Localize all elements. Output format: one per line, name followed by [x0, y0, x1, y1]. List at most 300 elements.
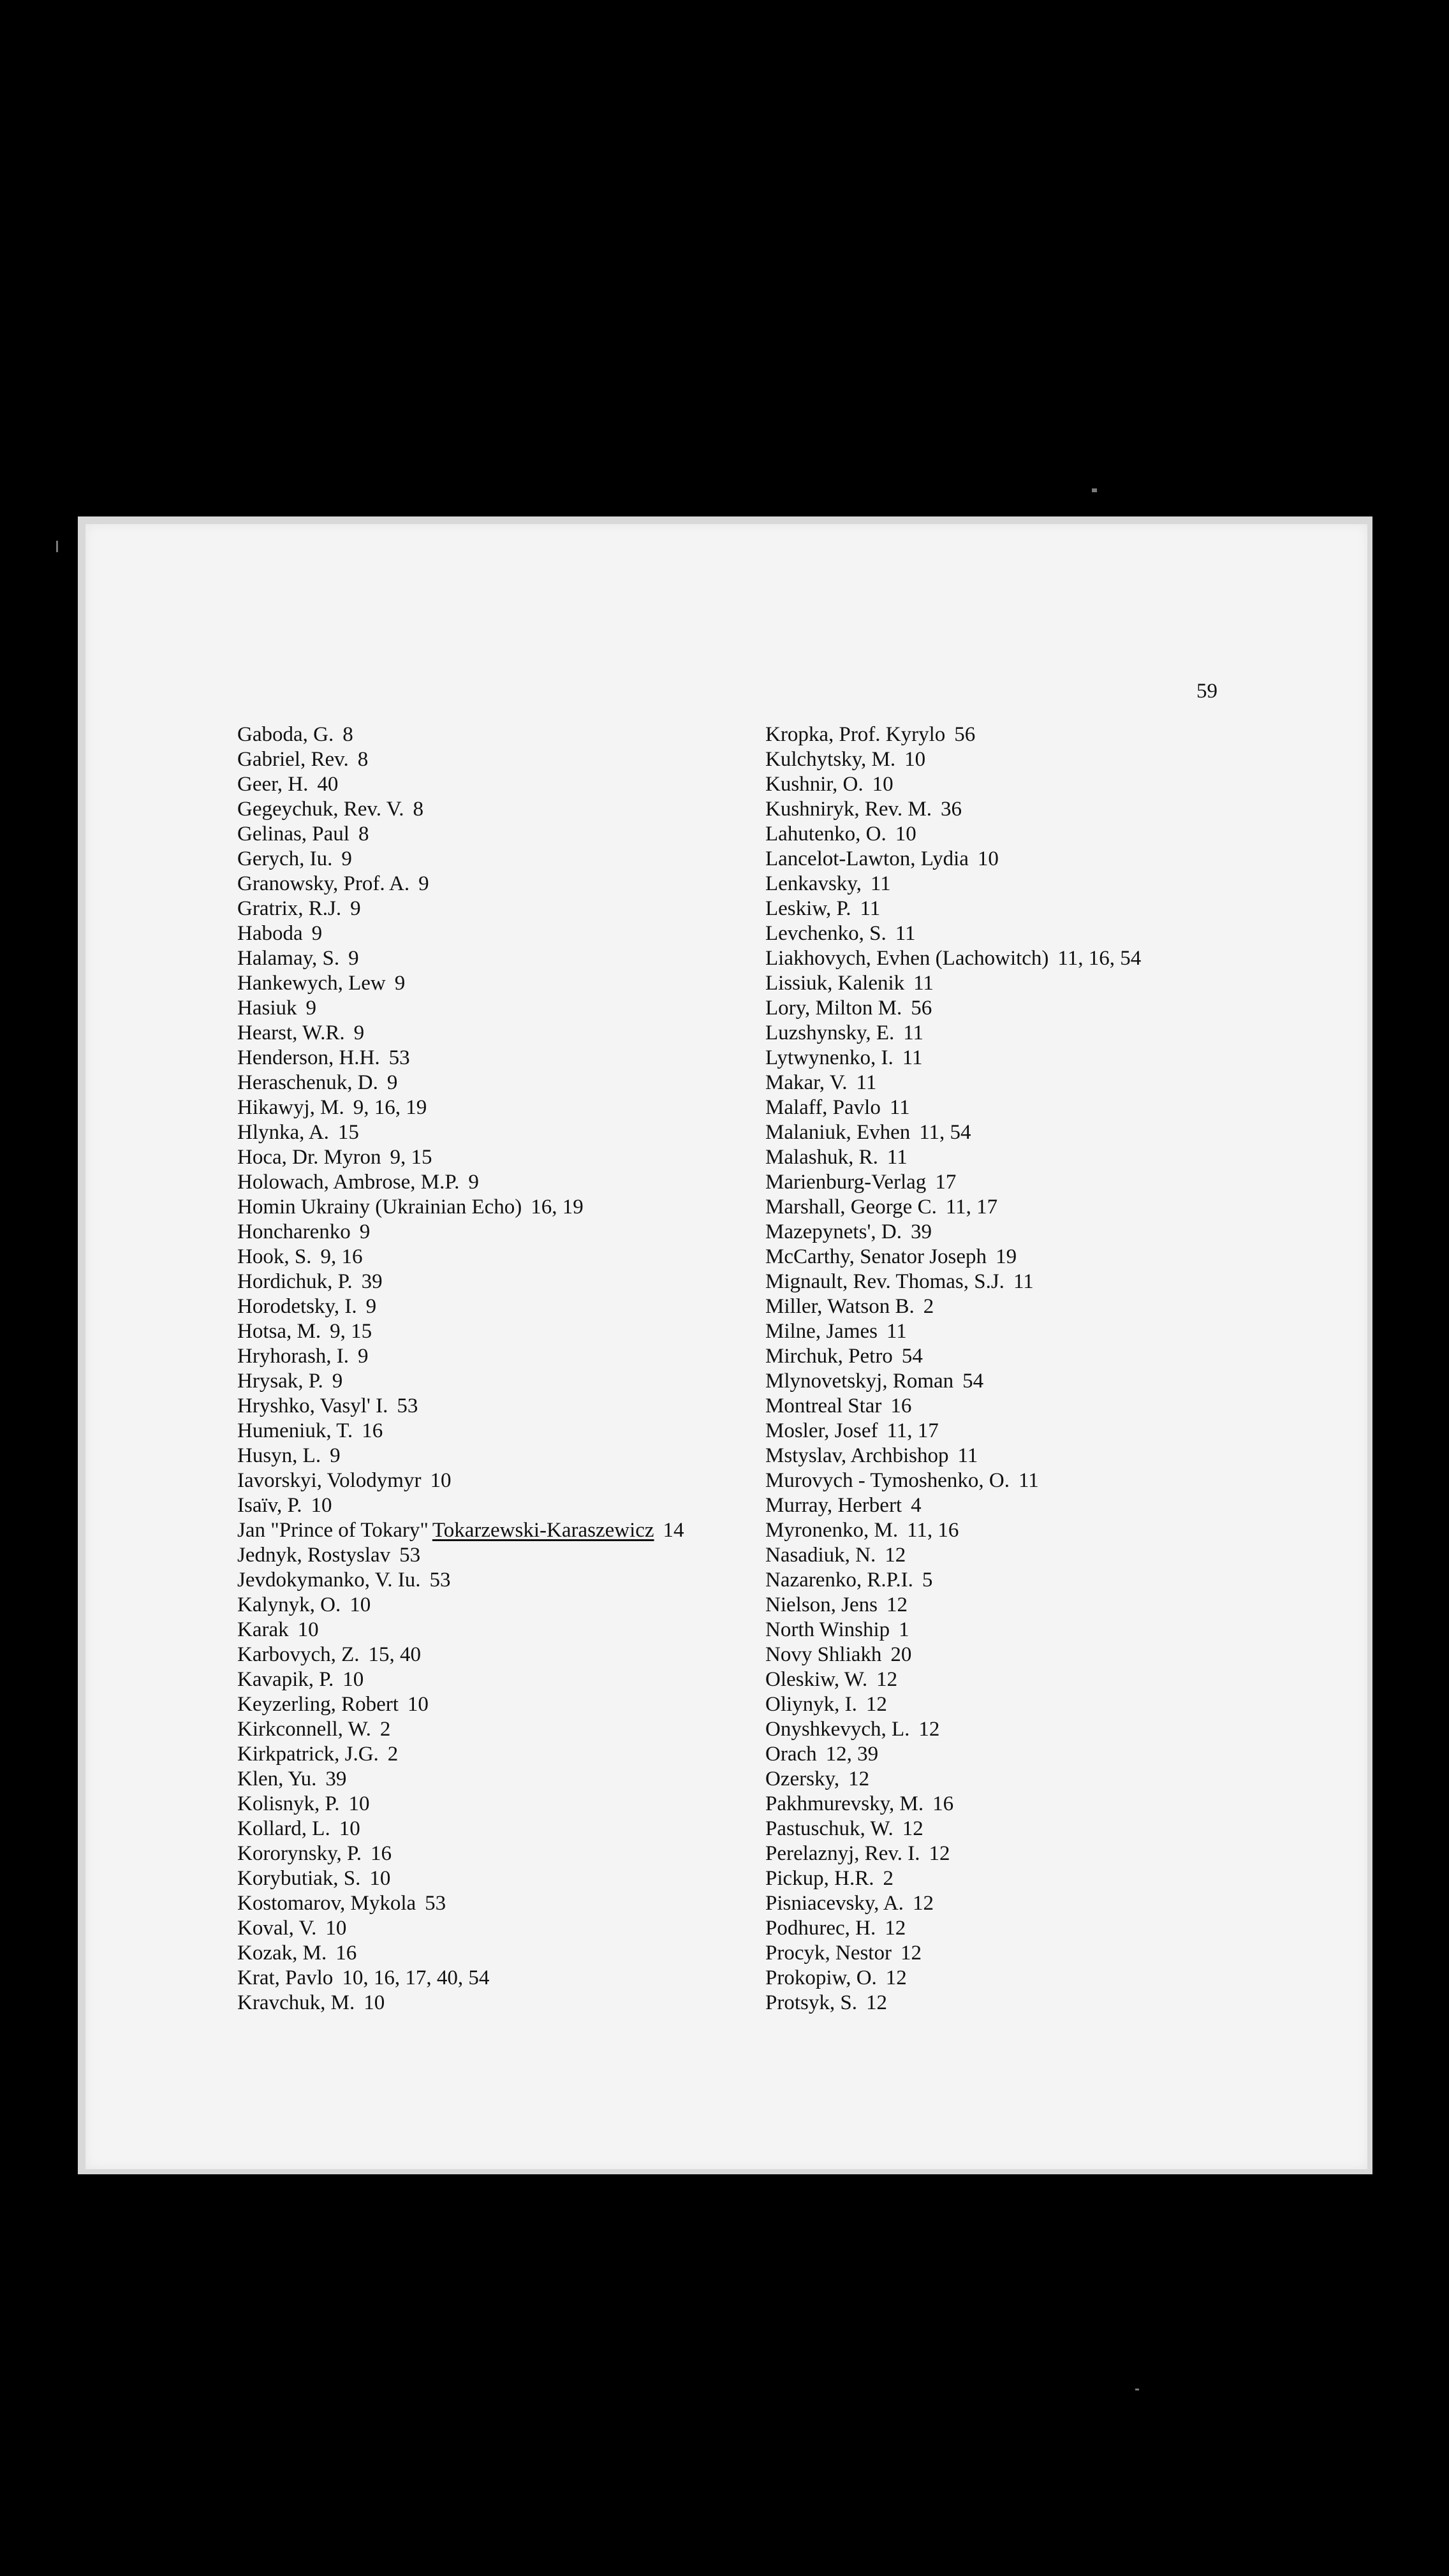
index-entry: [765, 1120, 1339, 1145]
index-entry: [237, 1021, 709, 1046]
entry-name: Gegeychuk, Rev. V.: [237, 798, 404, 821]
entry-name: Onyshkevych, L.: [765, 1718, 910, 1741]
entry-page-numbers: 10: [325, 1917, 347, 1940]
entry-page-numbers: 9: [468, 1171, 479, 1194]
entry-name: Kostomarov, Mykola: [237, 1892, 416, 1915]
entry-name: Hryhorash, I.: [237, 1345, 349, 1368]
entry-page-numbers: 9: [353, 1021, 365, 1044]
index-entry: [765, 1941, 1339, 1966]
entry-page-numbers: 9: [341, 847, 352, 870]
entry-name: Kirkconnell, W.: [237, 1718, 371, 1741]
index-entry: [237, 1444, 709, 1468]
entry-name: Honcharenko: [237, 1220, 351, 1243]
index-entry: [765, 847, 1339, 872]
index-entry: [765, 1021, 1339, 1046]
entry-name: Marshall, George C.: [765, 1196, 937, 1218]
entry-page-numbers: 12, 39: [825, 1743, 879, 1766]
entry-page-numbers: 53: [399, 1544, 421, 1567]
entry-name: Husyn, L.: [237, 1444, 321, 1467]
entry-page-numbers: 12: [886, 1593, 908, 1616]
entry-page-numbers: 9: [330, 1444, 341, 1467]
index-entry: [765, 1643, 1339, 1667]
entry-page-numbers: 10: [342, 1668, 364, 1691]
entry-page-numbers: 8: [358, 823, 369, 845]
entry-name-underlined: Tokarzewski-Karaszewicz: [432, 1519, 654, 1542]
entry-name: Marienburg-Verlag: [765, 1171, 927, 1194]
entry-page-numbers: 4: [911, 1494, 922, 1517]
entry-name: Murray, Herbert: [765, 1494, 902, 1517]
index-entry: [765, 1095, 1339, 1120]
entry-name: Krat, Pavlo: [237, 1966, 334, 1989]
entry-page-numbers: 10: [349, 1593, 371, 1616]
entry-page-numbers: 53: [388, 1046, 410, 1069]
index-entry: [237, 1195, 709, 1220]
entry-name: Lissiuk, Kalenik: [765, 972, 905, 995]
entry-page-numbers: 12: [848, 1767, 870, 1790]
entry-page-numbers: 12: [885, 1544, 906, 1567]
index-column-left: [237, 722, 709, 2016]
index-entry: [765, 921, 1339, 946]
entry-name: Haboda: [237, 922, 303, 945]
index-entry: [765, 1593, 1339, 1618]
index-entry: [765, 1170, 1339, 1195]
entry-page-numbers: 10: [895, 823, 916, 845]
entry-name: Gratrix, R.J.: [237, 897, 342, 920]
entry-page-numbers: 54: [901, 1345, 923, 1368]
entry-name: Makar, V.: [765, 1071, 848, 1094]
entry-page-numbers: 16: [362, 1419, 383, 1442]
entry-page-numbers: 19: [996, 1245, 1017, 1268]
entry-page-numbers: 9, 16, 19: [353, 1096, 427, 1119]
index-entry: [765, 1319, 1339, 1344]
entry-name: Prokopiw, O.: [765, 1966, 877, 1989]
index-entry: [765, 996, 1339, 1021]
entry-page-numbers: 11, 16: [907, 1519, 959, 1542]
entry-page-numbers: 10: [977, 847, 999, 870]
index-entry: [237, 1394, 709, 1419]
index-entry: [765, 1991, 1339, 2016]
entry-page-numbers: 12: [885, 1966, 907, 1989]
entry-page-numbers: 11: [886, 1146, 908, 1169]
entry-name: Koval, V.: [237, 1917, 317, 1940]
entry-name: Levchenko, S.: [765, 922, 886, 945]
entry-name: Milne, James: [765, 1320, 878, 1343]
index-entry: [237, 847, 709, 872]
index-entry: [765, 1742, 1339, 1767]
entry-name: Kirkpatrick, J.G.: [237, 1743, 379, 1766]
index-entry: [765, 1145, 1339, 1170]
entry-page-numbers: 9, 16: [320, 1245, 363, 1268]
entry-page-numbers: 2: [379, 1718, 391, 1741]
entry-page-numbers: 39: [910, 1220, 932, 1243]
page-number: 59: [1196, 680, 1217, 703]
entry-name: Gelinas, Paul: [237, 823, 349, 845]
index-entry: [765, 1245, 1339, 1270]
index-entry: [237, 1866, 709, 1891]
entry-page-numbers: 12: [918, 1718, 940, 1741]
entry-name: Hrysak, P.: [237, 1370, 323, 1393]
index-entry: [237, 1071, 709, 1095]
entry-page-numbers: 8: [357, 748, 369, 771]
entry-page-numbers: 15, 40: [368, 1643, 422, 1666]
index-entry: [765, 1444, 1339, 1468]
index-entry: [765, 1618, 1339, 1643]
dust-speck: [1092, 488, 1097, 492]
entry-page-numbers: 11, 16, 54: [1057, 947, 1142, 970]
index-entry: [237, 1543, 709, 1568]
index-entry: [237, 1270, 709, 1294]
entry-name: Kalynyk, O.: [237, 1593, 341, 1616]
index-entry: [237, 772, 709, 797]
entry-name: Hlynka, A.: [237, 1121, 329, 1144]
entry-name: Kravchuk, M.: [237, 1991, 355, 2014]
entry-page-numbers: 10: [872, 773, 894, 796]
index-entry: [237, 822, 709, 847]
entry-name: Iavorskyi, Volodymyr: [237, 1469, 422, 1492]
entry-name: Podhurec, H.: [765, 1917, 876, 1940]
entry-name: Hook, S.: [237, 1245, 312, 1268]
entry-name: Mlynovetskyj, Roman: [765, 1370, 954, 1393]
entry-page-numbers: 9: [418, 872, 429, 895]
entry-name: Kropka, Prof. Kyrylo: [765, 723, 946, 746]
index-entry: [237, 996, 709, 1021]
entry-name: Kushniryk, Rev. M.: [765, 798, 932, 821]
entry-name: Lahutenko, O.: [765, 823, 886, 845]
index-entry: [237, 1767, 709, 1792]
entry-page-numbers: 9: [311, 922, 323, 945]
entry-page-numbers: 20: [890, 1643, 912, 1666]
entry-name: Gaboda, G.: [237, 723, 334, 746]
entry-name: Pisniacevsky, A.: [765, 1892, 904, 1915]
index-entry: [765, 1866, 1339, 1891]
index-entry: [765, 797, 1339, 822]
entry-name: Halamay, S.: [237, 947, 340, 970]
index-entry: [765, 1046, 1339, 1071]
dust-speck: [56, 541, 58, 552]
index-entry: [765, 946, 1339, 971]
index-entry: [765, 872, 1339, 896]
entry-name: McCarthy, Senator Joseph: [765, 1245, 987, 1268]
entry-name: Mosler, Josef: [765, 1419, 878, 1442]
entry-page-numbers: 10: [369, 1867, 391, 1890]
index-entry: [237, 1518, 709, 1543]
index-entry: [765, 772, 1339, 797]
entry-page-numbers: 10: [339, 1817, 360, 1840]
index-entry: [237, 1220, 709, 1245]
entry-name: Malaff, Pavlo: [765, 1096, 881, 1119]
entry-page-numbers: 10, 16, 17, 40, 54: [342, 1966, 490, 1989]
entry-page-numbers: 53: [397, 1394, 418, 1417]
entry-name: Malaniuk, Evhen: [765, 1121, 911, 1144]
entry-name: Murovych - Tymoshenko, O.: [765, 1469, 1010, 1492]
entry-page-numbers: 2: [387, 1743, 399, 1766]
entry-page-numbers: 14: [663, 1519, 684, 1542]
entry-name: Humeniuk, T.: [237, 1419, 353, 1442]
index-entry: [765, 1419, 1339, 1444]
entry-name: Kavapik, P.: [237, 1668, 334, 1691]
entry-page-numbers: 17: [935, 1171, 957, 1194]
entry-page-numbers: 56: [911, 997, 932, 1020]
entry-name: Myronenko, M.: [765, 1519, 899, 1542]
dust-speck: [1135, 2389, 1139, 2390]
entry-name: Liakhovych, Evhen (Lachowitch): [765, 947, 1049, 970]
index-entry: [237, 921, 709, 946]
index-entry: [237, 1667, 709, 1692]
entry-name: Hasiuk: [237, 997, 297, 1020]
entry-name: Perelaznyj, Rev. I.: [765, 1842, 920, 1865]
index-entry: [765, 1767, 1339, 1792]
entry-name: Horodetsky, I.: [237, 1295, 357, 1318]
entry-page-numbers: 2: [923, 1295, 934, 1318]
entry-page-numbers: 9: [394, 972, 406, 995]
entry-page-numbers: 5: [922, 1569, 933, 1592]
index-entry: [765, 1568, 1339, 1593]
entry-page-numbers: 12: [912, 1892, 934, 1915]
index-entry: [237, 1792, 709, 1817]
index-entry: [237, 1046, 709, 1071]
entry-page-numbers: 9: [350, 897, 361, 920]
index-entry: [237, 1319, 709, 1344]
index-entry: [237, 1419, 709, 1444]
index-entry: [765, 971, 1339, 996]
entry-page-numbers: 9: [359, 1220, 371, 1243]
entry-page-numbers: 12: [929, 1842, 950, 1865]
entry-name: Jednyk, Rostyslav: [237, 1544, 391, 1567]
index-entry: [765, 1468, 1339, 1493]
entry-name: Malashuk, R.: [765, 1146, 878, 1169]
entry-name: Pickup, H.R.: [765, 1867, 874, 1890]
entry-name: Geer, H.: [237, 773, 309, 796]
index-entry: [237, 1618, 709, 1643]
entry-name: Nielson, Jens: [765, 1593, 878, 1616]
entry-name: Hordichuk, P.: [237, 1270, 353, 1293]
index-entry: [237, 1344, 709, 1369]
index-entry: [237, 1991, 709, 2016]
entry-page-numbers: 10: [311, 1494, 332, 1517]
entry-page-numbers: 39: [361, 1270, 383, 1293]
index-entry: [765, 1966, 1339, 1991]
index-entry: [765, 1369, 1339, 1394]
index-entry: [765, 1841, 1339, 1866]
index-entry: [237, 1593, 709, 1618]
entry-name: Granowsky, Prof. A.: [237, 872, 410, 895]
entry-page-numbers: 2: [883, 1867, 894, 1890]
entry-page-numbers: 9: [305, 997, 316, 1020]
entry-name: Klen, Yu.: [237, 1767, 317, 1790]
index-entry: [237, 1493, 709, 1518]
entry-page-numbers: 11, 54: [919, 1121, 971, 1144]
index-entry: [237, 1692, 709, 1717]
index-entry: [765, 1717, 1339, 1742]
index-entry: [237, 1245, 709, 1270]
entry-name: Gabriel, Rev.: [237, 748, 349, 771]
entry-page-numbers: 11: [902, 1046, 923, 1069]
entry-page-numbers: 9: [332, 1370, 343, 1393]
entry-name: Oliynyk, I.: [765, 1693, 857, 1716]
entry-name: Hankewych, Lew: [237, 972, 386, 995]
entry-name: Homin Ukrainy (Ukrainian Echo): [237, 1196, 522, 1218]
index-entry: [765, 747, 1339, 772]
index-entry: [765, 1071, 1339, 1095]
index-entry: [237, 797, 709, 822]
entry-page-numbers: 12: [876, 1668, 898, 1691]
entry-page-numbers: 11: [903, 1021, 924, 1044]
entry-page-numbers: 15: [337, 1121, 359, 1144]
entry-name: Hotsa, M.: [237, 1320, 321, 1343]
entry-page-numbers: 11: [1013, 1270, 1034, 1293]
entry-name: Hryshko, Vasyl' I.: [237, 1394, 388, 1417]
entry-name: Heraschenuk, D.: [237, 1071, 378, 1094]
entry-name: Kororynsky, P.: [237, 1842, 362, 1865]
entry-page-numbers: 12: [900, 1942, 922, 1965]
entry-page-numbers: 11: [886, 1320, 907, 1343]
entry-name: Ozersky,: [765, 1767, 840, 1790]
entry-name: Montreal Star: [765, 1394, 882, 1417]
index-entry: [237, 1568, 709, 1593]
index-entry: [765, 1270, 1339, 1294]
entry-name: Henderson, H.H.: [237, 1046, 380, 1069]
entry-page-numbers: 12: [865, 1693, 887, 1716]
entry-page-numbers: 16, 19: [531, 1196, 584, 1218]
entry-name: Keyzerling, Robert: [237, 1693, 399, 1716]
index-entry: [765, 1493, 1339, 1518]
entry-page-numbers: 10: [407, 1693, 429, 1716]
index-entry: [765, 1294, 1339, 1319]
entry-page-numbers: 9: [348, 947, 359, 970]
entry-page-numbers: 8: [342, 723, 353, 746]
index-entry: [237, 896, 709, 921]
entry-page-numbers: 11: [1018, 1469, 1039, 1492]
entry-name: Isaïv, P.: [237, 1494, 302, 1517]
entry-page-numbers: 9, 15: [330, 1320, 372, 1343]
index-entry: [237, 1170, 709, 1195]
entry-page-numbers: 11, 17: [886, 1419, 939, 1442]
entry-name: Kozak, M.: [237, 1942, 327, 1965]
entry-page-numbers: 10: [904, 748, 926, 771]
entry-page-numbers: 16: [932, 1792, 954, 1815]
entry-name: Oleskiw, W.: [765, 1668, 868, 1691]
entry-name: Nasadiuk, N.: [765, 1544, 876, 1567]
entry-name: Hoca, Dr. Myron: [237, 1146, 381, 1169]
entry-name: Leskiw, P.: [765, 897, 851, 920]
entry-page-numbers: 11: [957, 1444, 978, 1467]
entry-name: Orach: [765, 1743, 817, 1766]
index-entry: [237, 1841, 709, 1866]
entry-name: Hikawyj, M.: [237, 1096, 344, 1119]
entry-page-numbers: 16: [370, 1842, 392, 1865]
entry-page-numbers: 11, 17: [945, 1196, 998, 1218]
index-entry: [237, 722, 709, 747]
index-entry: [765, 822, 1339, 847]
entry-name: Mirchuk, Petro: [765, 1345, 893, 1368]
entry-page-numbers: 9, 15: [390, 1146, 432, 1169]
index-entry: [237, 1643, 709, 1667]
entry-name: Karak: [237, 1618, 289, 1641]
index-entry: [237, 971, 709, 996]
entry-page-numbers: 11: [856, 1071, 877, 1094]
entry-name: Lory, Milton M.: [765, 997, 902, 1020]
index-entry: [765, 896, 1339, 921]
entry-name: Lancelot-Lawton, Lydia: [765, 847, 969, 870]
entry-name: Gerych, Iu.: [237, 847, 333, 870]
index-entry: [237, 747, 709, 772]
index-entry: [237, 1941, 709, 1966]
index-entry: [765, 1195, 1339, 1220]
index-entry: [765, 1817, 1339, 1841]
entry-name: Pastuschuk, W.: [765, 1817, 894, 1840]
entry-name: Novy Shliakh: [765, 1643, 882, 1666]
index-entry: [237, 1294, 709, 1319]
entry-name: Pakhmurevsky, M.: [765, 1792, 924, 1815]
index-entry: [765, 1394, 1339, 1419]
entry-name: Mazepynets', D.: [765, 1220, 902, 1243]
entry-page-numbers: 9: [386, 1071, 398, 1094]
index-entry: [237, 1120, 709, 1145]
entry-name: Protsyk, S.: [765, 1991, 857, 2014]
entry-page-numbers: 9: [358, 1345, 369, 1368]
index-entry: [237, 1742, 709, 1767]
entry-page-numbers: 12: [885, 1917, 906, 1940]
entry-page-numbers: 10: [348, 1792, 370, 1815]
entry-name: Korybutiak, S.: [237, 1867, 361, 1890]
entry-page-numbers: 11: [870, 872, 891, 895]
entry-name: North Winship: [765, 1618, 890, 1641]
index-entry: [765, 722, 1339, 747]
index-entry: [765, 1916, 1339, 1941]
index-entry: [237, 1966, 709, 1991]
entry-page-numbers: 1: [899, 1618, 909, 1641]
index-column-right: [765, 722, 1339, 2016]
entry-name: Miller, Watson B.: [765, 1295, 915, 1318]
entry-name: Kushnir, O.: [765, 773, 864, 796]
entry-name: Hearst, W.R.: [237, 1021, 345, 1044]
entry-page-numbers: 40: [317, 773, 339, 796]
entry-page-numbers: 11: [895, 922, 916, 945]
index-entry: [237, 1891, 709, 1916]
index-entry: [237, 1817, 709, 1841]
entry-name: Luzshynsky, E.: [765, 1021, 895, 1044]
entry-page-numbers: 36: [940, 798, 962, 821]
entry-name: Mignault, Rev. Thomas, S.J.: [765, 1270, 1004, 1293]
index-entry: [765, 1692, 1339, 1717]
entry-page-numbers: 11: [860, 897, 881, 920]
entry-page-numbers: 56: [954, 723, 976, 746]
index-entry: [237, 1717, 709, 1742]
index-entry: [237, 872, 709, 896]
entry-name: Lenkavsky,: [765, 872, 862, 895]
entry-name: Mstyslav, Archbishop: [765, 1444, 949, 1467]
entry-page-numbers: 12: [902, 1817, 923, 1840]
index-entry: [765, 1220, 1339, 1245]
index-entry: [237, 1369, 709, 1394]
index-entry: [237, 1468, 709, 1493]
entry-name: Jevdokymanko, V. Iu.: [237, 1569, 421, 1592]
entry-page-numbers: 11: [889, 1096, 910, 1119]
entry-page-numbers: 11: [913, 972, 934, 995]
entry-page-numbers: 16: [890, 1394, 912, 1417]
entry-name: Kulchytsky, M.: [765, 748, 896, 771]
entry-name: Kollard, L.: [237, 1817, 330, 1840]
entry-page-numbers: 8: [413, 798, 424, 821]
index-entry: [765, 1667, 1339, 1692]
entry-page-numbers: 10: [297, 1618, 319, 1641]
entry-page-numbers: 39: [325, 1767, 347, 1790]
index-entry: [765, 1518, 1339, 1543]
entry-name: Lytwynenko, I.: [765, 1046, 894, 1069]
entry-name: Karbovych, Z.: [237, 1643, 360, 1666]
entry-name: Holowach, Ambrose, M.P.: [237, 1171, 460, 1194]
entry-page-numbers: 53: [429, 1569, 451, 1592]
